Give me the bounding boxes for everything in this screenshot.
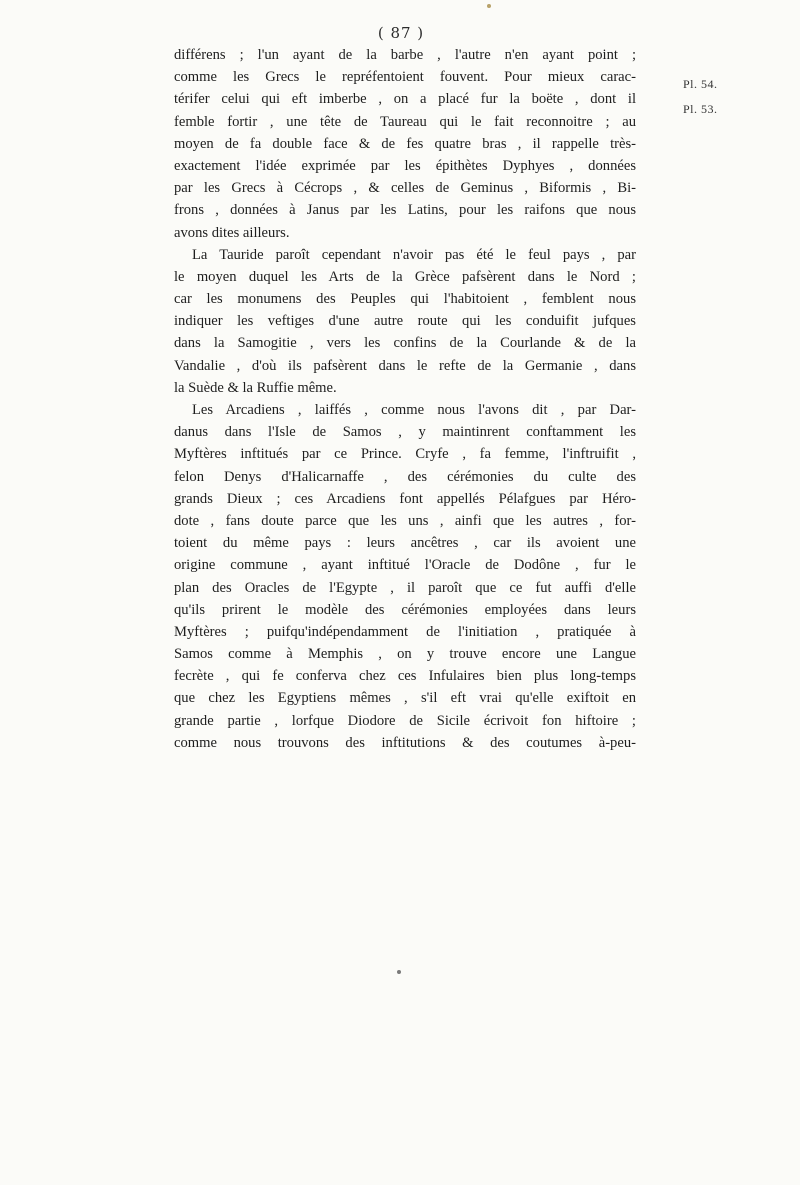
text-line: felon Denys d'Halicarnaffe , des cérémonies du culte des	[174, 468, 636, 485]
text-line: plan des Oracles de l'Egypte , il paroît que ce fut auffi d'elle	[174, 579, 636, 596]
text-line: femble fortir , une tête de Taureau qui le fait reconnoitre ; au	[174, 113, 636, 130]
ink-speck	[487, 4, 491, 8]
margin-note-plate-53: Pl. 53.	[683, 102, 718, 116]
text-line: grande partie , lorfque Diodore de Sicile écrivoit fon hiftoire ;	[174, 712, 636, 729]
text-line: différens ; l'un ayant de la barbe , l'autre n'en ayant point ;	[174, 47, 636, 63]
text-line: le moyen duquel les Arts de la Grèce pafsèrent dans le Nord ;	[174, 268, 636, 285]
text-line: moyen de fa double face & de fes quatre bras , il rappelle très-	[174, 135, 636, 152]
text-line: térifer celui qui eft imberbe , on a placé fur la boëte , dont il	[174, 91, 636, 108]
text-line: Vandalie , d'où ils pafsèrent dans le refte de la Germanie , dans	[174, 357, 636, 374]
text-line: exactement l'idée exprimée par les épithètes Dyphyes , données	[174, 157, 636, 174]
text-line: que chez les Egyptiens mêmes , s'il eft vrai qu'elle exiftoit en	[174, 690, 636, 707]
text-line: Myftères inftitués par ce Prince. Cryfe , fa femme, l'inftruifit ,	[174, 446, 636, 463]
text-line: Myftères ; puifqu'indépendamment de l'initiation , pratiquée à	[174, 623, 636, 640]
text-line: par les Grecs à Cécrops , & celles de Geminus , Biformis , Bi-	[174, 180, 636, 197]
text-line: dans la Samogitie , vers les confins de la Courlande & de la	[174, 335, 636, 352]
text-line: qu'ils prirent le modèle des cérémonies employées dans leurs	[174, 601, 636, 618]
text-line: danus dans l'Isle de Samos , y maintinrent conftamment les	[174, 424, 636, 441]
text-line: La Tauride paroît cependant n'avoir pas été le feul pays , par	[192, 246, 636, 263]
text-line: avons dites ailleurs.	[174, 224, 290, 241]
text-line: Les Arcadiens , laiffés , comme nous l'avons dit , par Dar-	[192, 402, 636, 418]
text-line: la Suède & la Ruffie même.	[174, 379, 337, 396]
text-line: grands Dieux ; ces Arcadiens font appellés Pélafgues par Héro-	[174, 490, 636, 507]
text-line: comme nous trouvons des inftitutions & des coutumes à-peu-	[174, 734, 636, 751]
text-line: origine commune , ayant inftitué l'Oracle de Dodône , fur le	[174, 557, 636, 574]
text-line: fecrète , qui fe conferva chez ces Infulaires bien plus long-temps	[174, 668, 636, 685]
text-line: comme les Grecs le repréfentoient fouvent. Pour mieux carac-	[174, 69, 636, 86]
text-line: toient du même pays : leurs ancêtres , car ils avoient une	[174, 535, 636, 552]
text-line: indiquer les veftiges d'une autre route qui les conduifit jufques	[174, 313, 636, 330]
text-line: frons , données à Janus par les Latins, pour les raifons que nous	[174, 202, 636, 219]
body-text	[174, 44, 636, 754]
page-number: ( 87 )	[377, 24, 425, 42]
margin-note-plate-54: Pl. 54.	[683, 77, 718, 91]
ink-dot	[397, 970, 401, 974]
text-line: car les monumens des Peuples qui l'habitoient , femblent nous	[174, 291, 636, 308]
text-line: Samos comme à Memphis , on y trouve encore une Langue	[174, 646, 636, 663]
text-line: dote , fans doute parce que les uns , ainfi que les autres , for-	[174, 512, 636, 529]
